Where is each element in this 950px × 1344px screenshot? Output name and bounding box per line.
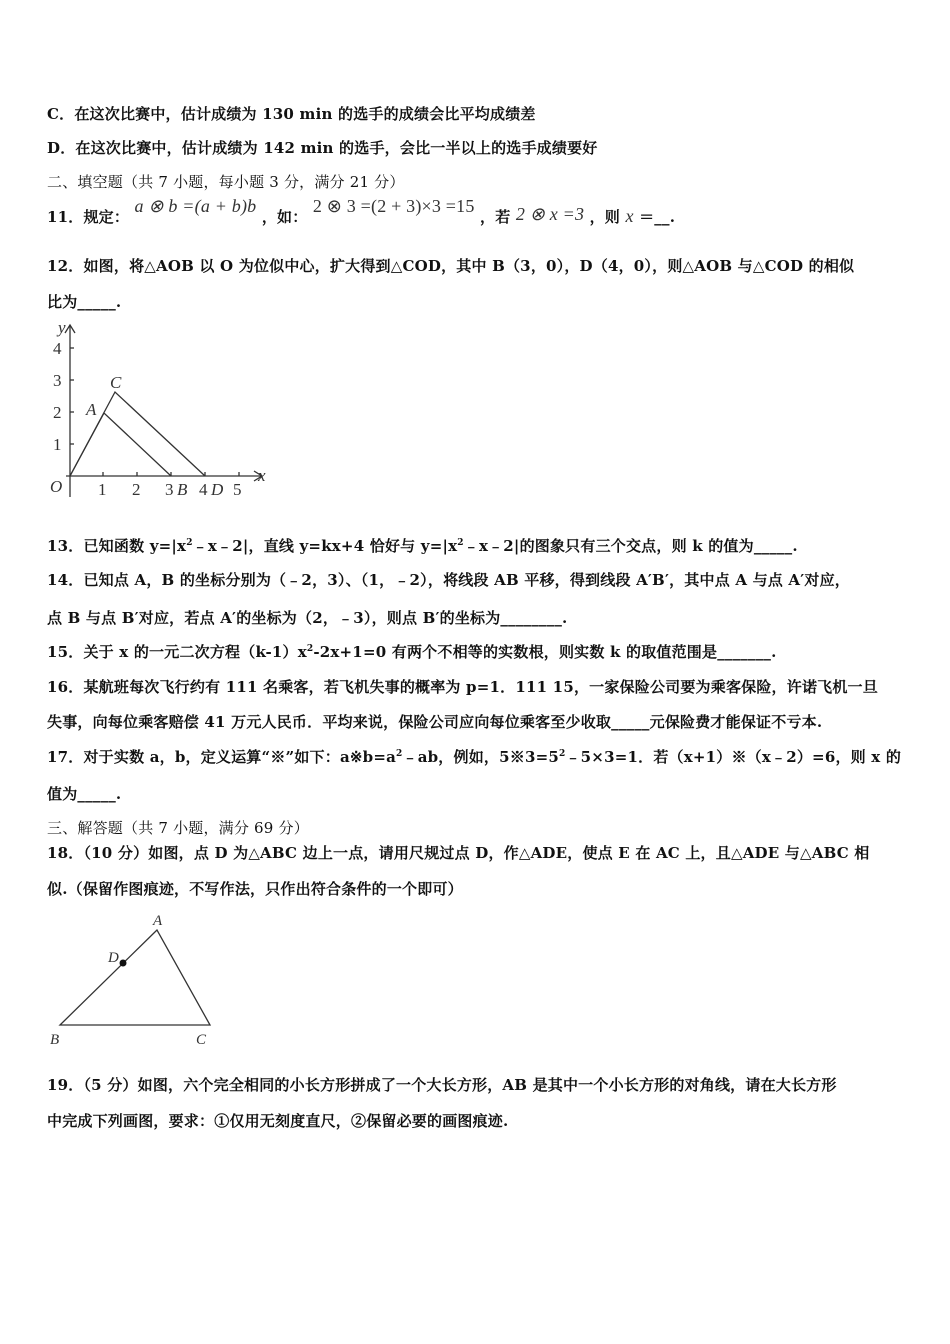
vertex-c-label: C [196, 1032, 207, 1048]
triangle-abc [60, 930, 210, 1025]
question-16-line1: 16．某航班每次飞行约有 111 名乘客，若飞机失事的概率为 p=1．111 15，一家保险公司要为乘客保险，许诺飞机一旦 [47, 678, 878, 696]
question-15 [47, 641, 777, 662]
q11-text: 11．规定： [47, 208, 130, 226]
option-d: D．在这次比赛中，估计成绩为 142 min 的选手，会比一半以上的选手成绩要好 [47, 139, 598, 157]
superscript: 2 [457, 538, 464, 548]
x-tick-label: 4 [199, 480, 208, 499]
x-tick-label: 3 [165, 480, 174, 499]
point-b-label: B [177, 480, 188, 499]
superscript: 2 [306, 644, 314, 654]
question-19-line2: 中完成下列画图，要求：①仅用无刻度直尺，②保留必要的画图痕迹. [47, 1112, 509, 1130]
superscript: 2 [559, 749, 566, 759]
section-2-heading: 二、填空题（共 7 小题，每小题 3 分，满分 21 分） [47, 173, 405, 191]
question-19-line1: 19．（5 分）如图，六个完全相同的小长方形拼成了一个大长方形，AB 是其中一个小长方形的对角线，请在大长方形 [47, 1076, 837, 1094]
vertex-b-label: B [50, 1032, 60, 1048]
question-11 [47, 196, 676, 227]
section-3-heading: 三、解答题（共 7 小题，满分 69 分） [47, 819, 309, 837]
q11-text: ，则 [589, 208, 621, 226]
question-13 [47, 535, 798, 556]
question-18-line1: 18．（10 分）如图，点 D 为△ABC 边上一点，请用尺规过点 D，作△ADE，使点 E 在 AC 上，且△ADE 与△ABC 相 [47, 844, 870, 862]
q17-text: ﹣ab，例如，5※3=5 [402, 748, 559, 766]
q13-text: ﹣x﹣2|的图象只有三个交点，则 k 的值为_____. [463, 537, 798, 555]
origin-label: O [50, 477, 63, 496]
q11-formula-def: a ⊗ b =(a + b)b [134, 196, 257, 216]
superscript: 2 [186, 538, 193, 548]
q11-text: ，如： [261, 208, 308, 226]
y-tick-label: 2 [53, 403, 62, 422]
y-tick-label: 1 [53, 435, 62, 454]
q13-text: 13．已知函数 y=|x [47, 537, 187, 555]
q11-blank: ＝__. [639, 208, 676, 226]
point-a-label: A [86, 400, 97, 419]
vertex-a-label: A [153, 913, 163, 929]
y-tick-label: 3 [53, 371, 62, 390]
question-17-line2: 值为_____. [47, 785, 122, 803]
triangle-aob [70, 413, 171, 476]
y-tick-label: 4 [53, 339, 62, 358]
q11-text: ，若 [480, 208, 511, 226]
q11-variable: x [625, 206, 634, 226]
point-d-label: D [108, 950, 119, 966]
figure-12-coordinate-graph [40, 315, 280, 505]
point-c-label: C [110, 373, 122, 392]
question-17-line1 [47, 746, 901, 767]
q13-text: ﹣x﹣2|，直线 y=kx+4 恰好与 y=|x [192, 537, 458, 555]
point-d-label: D [211, 480, 224, 499]
q15-text: 15．关于 x 的一元二次方程（k-1）x [47, 643, 307, 661]
question-12-line2: 比为_____. [47, 293, 122, 311]
q11-formula-example: 2 ⊗ 3 =(2 + 3)×3 =15 [312, 196, 475, 216]
q17-text: ﹣5×3=1．若（x+1）※（x﹣2）=6，则 x 的 [565, 748, 902, 766]
question-16-line2: 失事，向每位乘客赔偿 41 万元人民币．平均来说，保险公司应向每位乘客至少收取_____元保险费才能保证不亏本. [47, 713, 823, 731]
x-tick-label: 2 [132, 480, 141, 499]
q11-formula-condition: 2 ⊗ x =3 [515, 204, 585, 224]
point-d-dot [120, 960, 127, 967]
x-tick-label: 5 [233, 480, 242, 499]
x-axis-label: x [258, 466, 266, 485]
question-12-line1: 12．如图，将△AOB 以 O 为位似中心，扩大得到△COD，其中 B（3，0），D（4，0），则△AOB 与△COD 的相似 [47, 257, 855, 275]
x-tick-label: 1 [98, 480, 107, 499]
question-18-line2: 似.（保留作图痕迹，不写作法，只作出符合条件的一个即可） [47, 880, 463, 898]
q17-text: 17．对于实数 a，b，定义运算“※”如下：a※b=a [47, 748, 397, 766]
q15-text: -2x+1=0 有两个不相等的实数根，则实数 k 的取值范围是_______. [313, 643, 777, 661]
superscript: 2 [396, 749, 403, 759]
option-c: C．在这次比赛中，估计成绩为 130 min 的选手的成绩会比平均成绩差 [47, 105, 536, 123]
question-14-line1: 14．已知点 A，B 的坐标分别为（﹣2，3）、（1，﹣2），将线段 AB 平移，得到线段 A′B′，其中点 A 与点 A′对应， [47, 571, 850, 589]
y-axis-label: y [58, 318, 66, 337]
question-14-line2: 点 B 与点 B′对应，若点 A′的坐标为（2，﹣3），则点 B′的坐标为________. [47, 609, 568, 627]
figure-18-triangle [40, 905, 240, 1055]
